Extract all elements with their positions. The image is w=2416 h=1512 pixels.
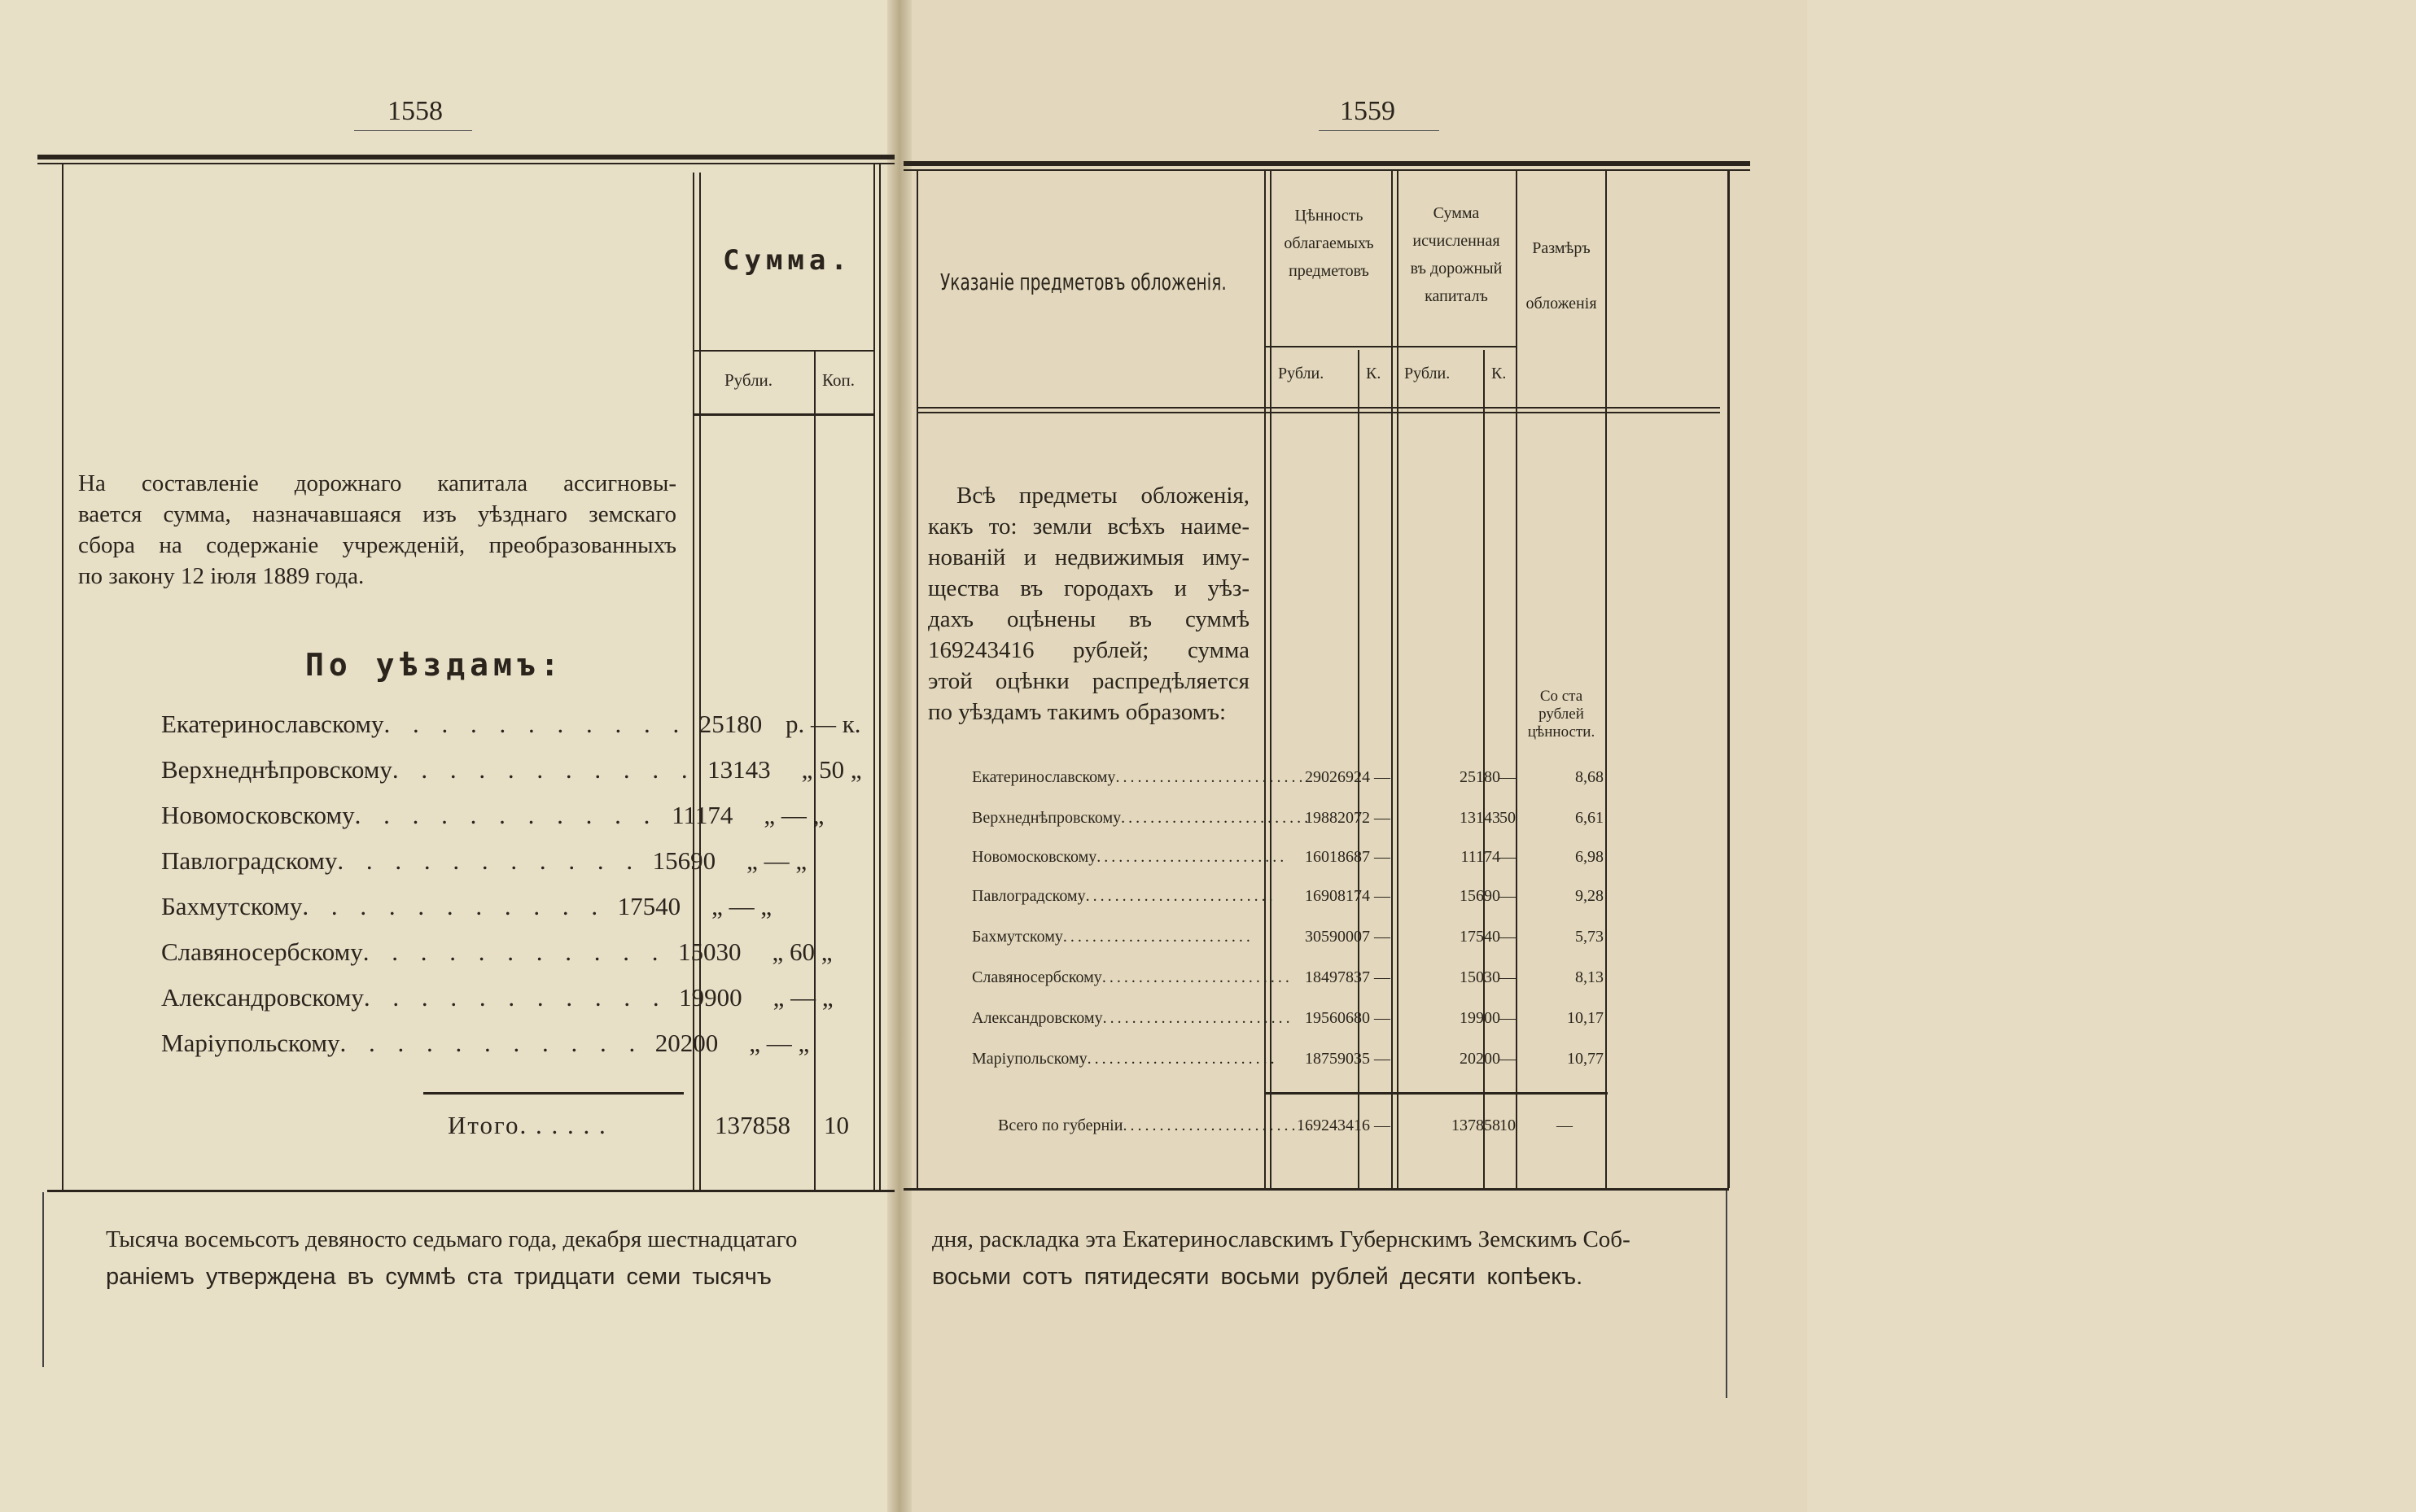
rubles-header: Рубли.	[724, 370, 773, 390]
rate-note: Со ста рублей цѣнности.	[1527, 688, 1595, 741]
district-row: Александровскому . . . . . . . . . . . 19900 „ — „	[161, 983, 834, 1012]
value-rubles-header: Рубли.	[1278, 365, 1324, 382]
total-kopecks: 10	[824, 1111, 849, 1139]
left-page-number: 1558	[387, 96, 443, 126]
total-rubles: 137858	[715, 1111, 790, 1139]
district-row: Верхнеднѣпровскому . . . . . . . . . . . 13143 „ 50 „	[161, 755, 862, 784]
district-row: Екатеринославскому . . . . . . . . . . . 25180 р. — к.	[161, 710, 861, 738]
right-top-rule	[904, 161, 1750, 166]
sum-column-title: Сумма.	[723, 244, 852, 277]
value-column-title: Цѣнность облагаемыхъ предметовъ	[1284, 207, 1374, 280]
left-table-bottom-rule	[47, 1190, 895, 1192]
table-row: Славяносербскому .......................... 18497837 — 15030 — 8,13	[972, 968, 1604, 986]
table-row: Маріупольскому .......................... 18759035 — 20200 — 10,77	[972, 1050, 1604, 1068]
left-top-rule	[37, 155, 895, 160]
right-intro-paragraph: Всѣ предметы обложенія, какъ то: земли всѣхъ наиме- нованій и недвижимыя иму- щества въ городахъ и уѣз- дахъ оцѣнены въ суммѣ 169243416 рублей; сумма этой оцѣнки распредѣляется по уѣздамъ такимъ образомъ:	[928, 483, 1250, 725]
sum-column-title: Сумма исчисленная въ дорожный капиталъ	[1410, 204, 1503, 305]
sum-k-header: К.	[1491, 365, 1507, 382]
district-row: Новомосковскому . . . . . . . . . . . 11174 „ — „	[161, 801, 825, 829]
rate-column-title: Размѣръ обложенія	[1525, 239, 1597, 312]
district-row: Бахмутскому . . . . . . . . . . . 17540 „ — „	[161, 892, 773, 920]
left-intro-paragraph: На составленіе дорожнаго капитала ассигновы- вается сумма, назначавшаяся изъ уѣзднаго земскаго сбора на содержаніе учрежденій, преобразованныхъ по закону 12 іюля 1889 года.	[78, 470, 676, 589]
by-districts-heading: По уѣздамъ:	[305, 647, 564, 683]
table-row: Екатеринославскому .......................... 29026924 — 25180 — 8,68	[972, 768, 1604, 786]
table-row: Павлоградскому .......................... 16908174 — 15690 — 9,28	[972, 887, 1604, 905]
footer-right: дня, раскладка эта Екатеринославскимъ Губернскимъ Земскимъ Соб- восьми сотъ пятидесяти восьми рублей десяти копѣекъ.	[932, 1226, 1630, 1290]
kopecks-header: Коп.	[822, 370, 855, 390]
table-row: Александровскому .......................... 19560680 — 19900 — 10,17	[972, 1009, 1604, 1027]
right-table-bottom-rule	[904, 1188, 1729, 1191]
table-row: Верхнеднѣпровскому .......................... 19882072 — 13143 50 6,61	[972, 809, 1604, 827]
left-page-number-rule	[354, 130, 472, 131]
footer-left: Тысяча восемьсотъ девяносто седьмаго года, декабря шестнадцатаго раніемъ утверждена въ суммѣ ста тридцати семи тысячъ	[106, 1226, 798, 1290]
total-label: Итого. . . . . .	[448, 1111, 607, 1139]
total-rule	[423, 1092, 684, 1095]
right-page-number: 1559	[1340, 96, 1395, 126]
table-total-row: Всего по губерніи .......................... 169243416 — 137858 10 —	[998, 1117, 1573, 1134]
right-page-number-rule	[1319, 130, 1439, 131]
district-row: Славяносербскому . . . . . . . . . . . 15030 „ 60 „	[161, 937, 833, 966]
table-row: Новомосковскому .......................... 16018687 — 11174 — 6,98	[972, 848, 1604, 866]
value-k-header: К.	[1366, 365, 1381, 382]
left-frame-left	[62, 164, 63, 1190]
district-row: Маріупольскому . . . . . . . . . . . 20200 „ — „	[161, 1029, 810, 1057]
subjects-column-title: Указаніе предметовъ обложенія.	[940, 269, 1227, 295]
district-row: Павлоградскому . . . . . . . . . . . 15690 „ — „	[161, 846, 808, 875]
sum-rubles-header: Рубли.	[1404, 365, 1451, 382]
table-row: Бахмутскому .......................... 30590007 — 17540 — 5,73	[972, 928, 1604, 946]
